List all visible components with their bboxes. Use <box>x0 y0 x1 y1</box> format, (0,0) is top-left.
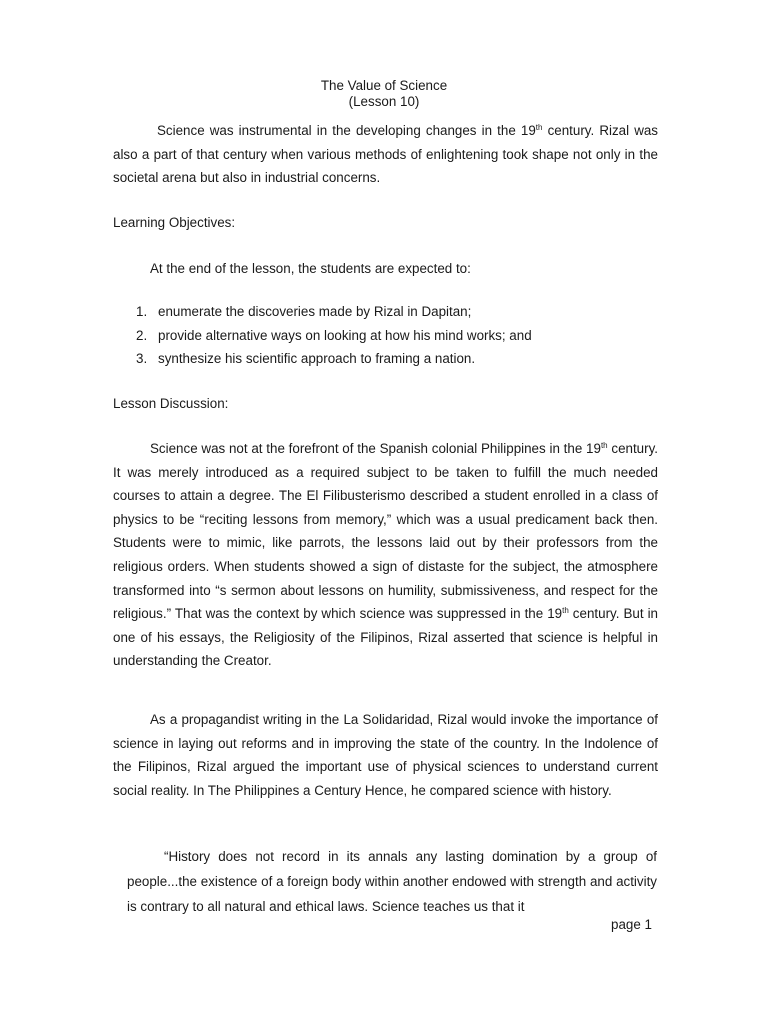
list-item-number: 2. <box>136 327 148 343</box>
intro-text-b: century. Rizal was also a part of that century when various methods of enlightening took shape not only in the societal arena but also in industrial concerns. <box>113 123 659 186</box>
intro-paragraph <box>113 119 658 190</box>
discussion-paragraph-1 <box>113 437 658 673</box>
list-item-text: enumerate the discoveries made by Rizal in Dapitan; <box>158 304 472 319</box>
list-item-text: synthesize his scientific approach to framing a nation. <box>158 351 476 366</box>
list-item-number: 3. <box>136 351 148 366</box>
objectives-heading: Learning Objectives: <box>113 215 236 230</box>
discussion-paragraph-2: As a propagandist writing in the La Solidaridad, Rizal would invoke the importance of science in laying out reforms and in improving the state of the country. In the Indolence of the Filipinos, Rizal argued the important use of physical sciences to understand current social reality. In The Philippines a Century Hence, he compared science with history. <box>113 712 658 798</box>
intro-superscript: th <box>535 123 543 132</box>
intro-text-a: Science was instrumental in the developing changes in the 19 <box>157 123 536 138</box>
page-number: page 1 <box>611 917 652 932</box>
document-subtitle: (Lesson 10) <box>348 94 420 109</box>
discussion-p1-text-a: Science was not at the forefront of the Spanish colonial Philippines in the 19 <box>150 441 601 456</box>
discussion-p1-superscript-1: th <box>600 441 608 450</box>
list-item-number: 1. <box>136 304 148 319</box>
discussion-p1-superscript-2: th <box>562 606 569 616</box>
objectives-intro: At the end of the lesson, the students are expected to: <box>150 261 471 276</box>
discussion-p1-text-b: century. It was merely introduced as a required subject to be taken to fulfill the much needed courses to attain a degree. The El Filibusterismo described a student enrolled in a class of physics to be “reciting lessons from memory,” which was a usual predicament back then. Students were to mimic, like parrots, the lessons laid out by their professors from the religious orders. When students showed a sign of distaste for the subject, the atmosphere transformed into “s sermon about lessons on humility, submissiveness, and respect for the religious.” That was the context by which science was suppressed in the 19 <box>113 441 659 622</box>
document-title: The Value of Science <box>320 78 448 93</box>
discussion-heading: Lesson Discussion: <box>113 396 229 411</box>
block-quote: “History does not record in its annals any lasting domination by a group of people...the existence of a foreign body within another endowed with strength and activity is contrary to all natural and ethical laws. Science teaches us that it <box>127 849 657 914</box>
list-item-text: provide alternative ways on looking at how his mind works; and <box>158 327 532 343</box>
discussion-p1-text-c: century. But in one of his essays, the Religiosity of the Filipinos, Rizal asserted that science is helpful in understanding the Creator. <box>113 606 658 669</box>
